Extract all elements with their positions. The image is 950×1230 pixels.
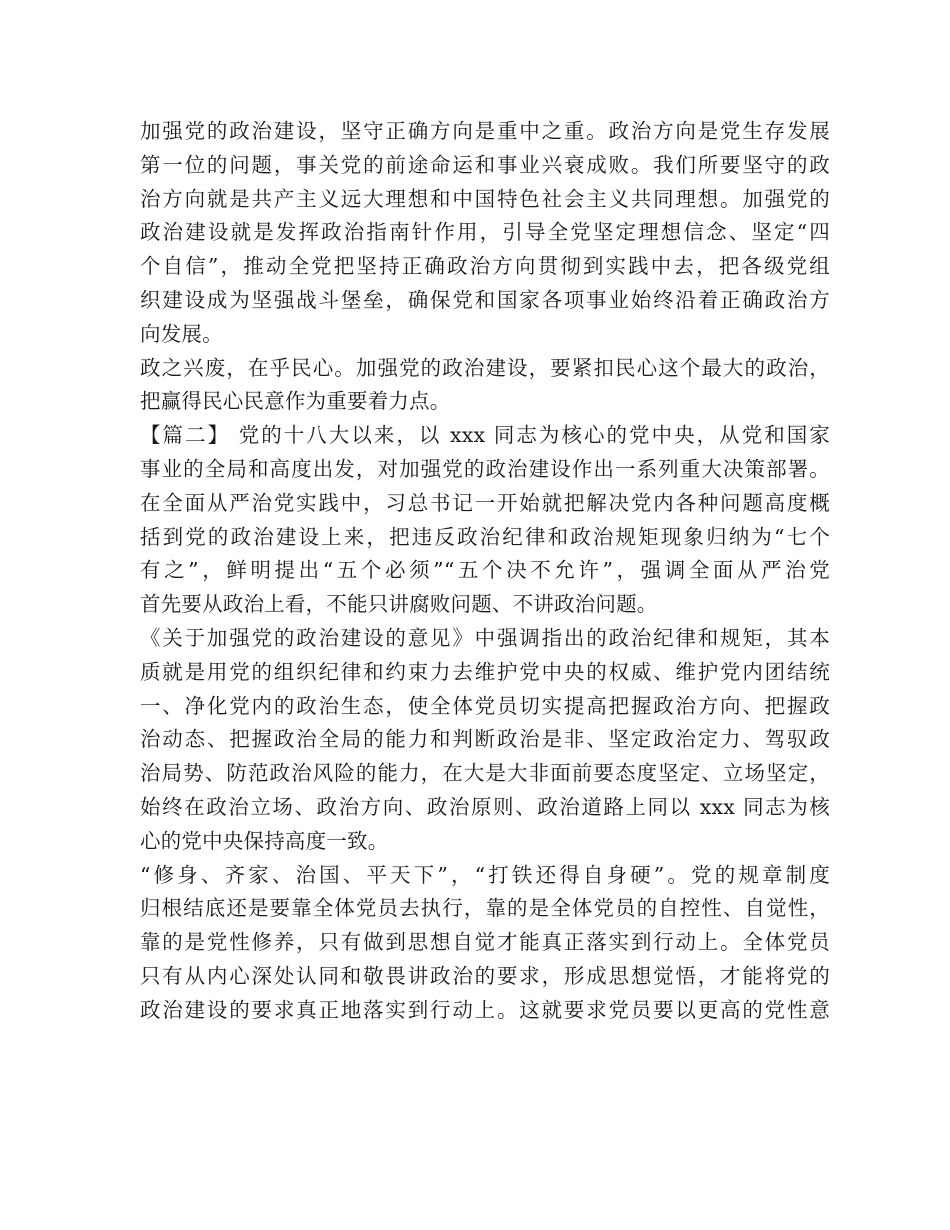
text-line: 始终在政治立场、政治方向、政治原则、政治道路上同以 xxx 同志为核: [140, 794, 830, 819]
paragraph-1: [140, 115, 830, 352]
text-line: 个自信”，推动全党把坚持正确政治方向贯彻到实践中去，把各级党组: [140, 254, 830, 279]
text-line: 治动态、把握政治全局的能力和判断政治是非、坚定政治定力、驾驭政: [140, 727, 830, 752]
text-line: 事业的全局和高度出发，对加强党的政治建设作出一系列重大决策部署。: [140, 456, 830, 481]
text-line: 首先要从政治上看，不能只讲腐败问题、不讲政治问题。: [140, 592, 658, 617]
text-line: 靠的是党性修养，只有做到思想自觉才能真正落实到行动上。全体党员: [140, 930, 830, 955]
paragraph-2: [140, 352, 830, 420]
text-line: 第一位的问题，事关党的前途命运和事业兴衰成败。我们所要坚守的政: [140, 152, 830, 177]
text-line: 治局势、防范政治风险的能力，在大是大非面前要态度坚定、立场坚定，: [140, 761, 830, 786]
text-line: 在全面从严治党实践中，习总书记一开始就把解决党内各种问题高度概: [140, 490, 830, 515]
text-line: 政治建设的要求真正地落实到行动上。这就要求党员要以更高的党性意: [140, 997, 830, 1022]
text-line: 治方向就是共产主义远大理想和中国特色社会主义共同理想。加强党的: [140, 186, 830, 211]
text-line: 一、净化党内的政治生态，使全体党员切实提高把握政治方向、把握政: [140, 693, 830, 718]
text-line: “修身、齐家、治国、平天下”，“打铁还得自身硬”。党的规章制度: [140, 862, 830, 887]
text-line: 织建设成为坚强战斗堡垒，确保党和国家各项事业始终沿着正确政治方: [140, 287, 830, 312]
paragraph-5: [140, 859, 830, 1028]
document-body: [140, 115, 830, 1028]
text-line: 括到党的政治建设上来，把违反政治纪律和政治规矩现象归纳为“七个: [140, 524, 830, 549]
text-line: 【篇二】 党的十八大以来，以 xxx 同志为核心的党中央，从党和国家: [140, 423, 830, 448]
text-line: 加强党的政治建设，坚守正确方向是重中之重。政治方向是党生存发展: [140, 119, 830, 143]
text-line: 归根结底还是要靠全体党员去执行，靠的是全体党员的自控性、自觉性，: [140, 896, 830, 921]
text-line: 政之兴废，在乎民心。加强党的政治建设，要紧扣民心这个最大的政治，: [140, 355, 830, 380]
paragraph-3: [140, 419, 830, 622]
paragraph-4: [140, 622, 830, 859]
text-line: 有之”，鲜明提出“五个必须”“五个决不允许”，强调全面从严治党: [140, 558, 830, 583]
text-line: 向发展。: [140, 321, 223, 346]
text-line: 只有从内心深处认同和敬畏讲政治的要求，形成思想觉悟，才能将党的: [140, 963, 830, 988]
text-line: 《关于加强党的政治建设的意见》中强调指出的政治纪律和规矩，其本: [140, 625, 830, 650]
text-line: 政治建设就是发挥政治指南针作用，引导全党坚定理想信念、坚定“四: [140, 220, 830, 245]
text-line: 质就是用党的组织纪律和约束力去维护党中央的权威、维护党内团结统: [140, 659, 830, 684]
text-line: 把赢得民心民意作为重要着力点。: [140, 389, 451, 414]
text-line: 心的党中央保持高度一致。: [140, 828, 389, 853]
